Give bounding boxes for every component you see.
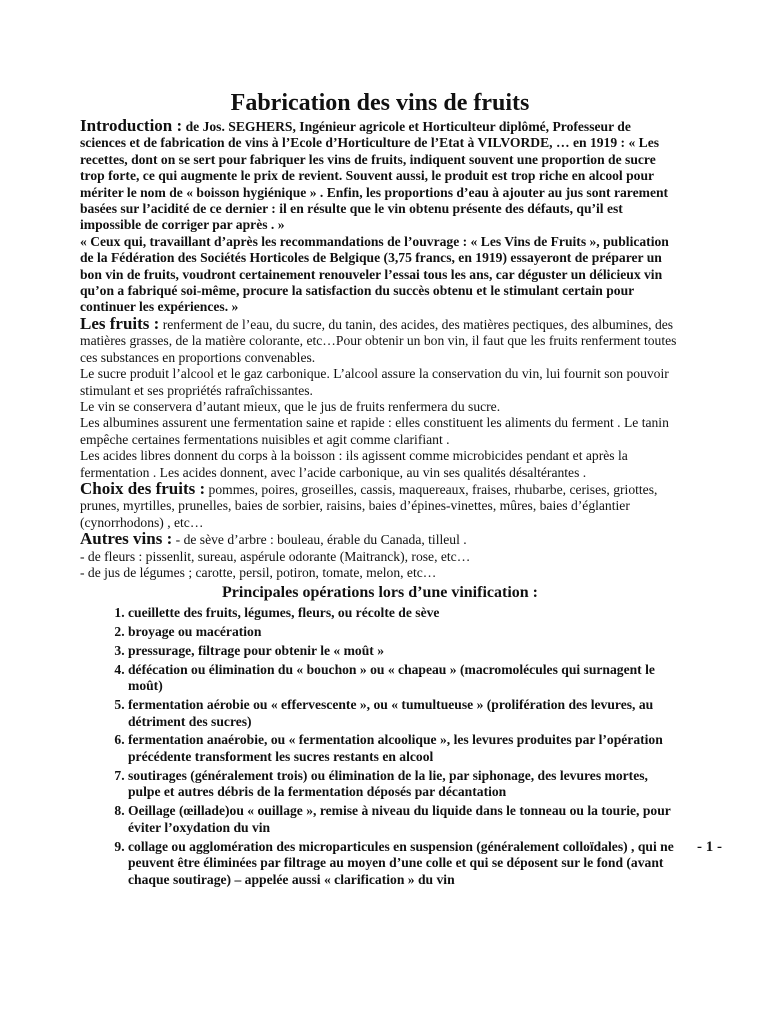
- fruits-sugar-paragraph: Le sucre produit l’alcool et le gaz carbonique. L’alcool assure la conservation du vin, lui fournit son pouvoir stimulant et ses propriétés rafraîchissantes.: [80, 366, 669, 398]
- list-item: 2. broyage ou macération: [128, 624, 680, 641]
- autres-line-1: - de sève d’arbre : bouleau, érable du Canada, tilleul .: [172, 532, 467, 548]
- fruits-text: renferment de l’eau, du sucre, du tanin, des acides, des matières pectiques, des albumines, des matières grasses, de la matière colorante, etc…Pour obtenir un bon vin, il faut que les fruits renferment toutes ces substances en proportions convenables.: [80, 316, 677, 365]
- page-number: - 1 -: [697, 838, 722, 855]
- operations-list: [80, 605, 722, 888]
- fruits-paragraph: [80, 313, 680, 366]
- list-item: 7. soutirages (généralement trois) ou élimination de la lie, par siphonage, des levures mortes, pulpe et autres débris de la fermentation déposés par décantation: [128, 768, 680, 801]
- fruits-heading: Les fruits :: [80, 313, 160, 333]
- fruits-acides-paragraph: Les acides libres donnent du corps à la boisson : ils agissent comme microbicides pendant et après la fermentation . Les acides donnent, avec l’acide carbonique, au vin ses qualités désaltérantes .: [80, 448, 628, 480]
- list-item-text: collage ou agglomération des microparticules en suspension (généralement colloïdales) , qui ne peuvent être éliminées par filtrage au moyen d’une colle et qui se déposent sur le fond (avant chaque soutirage) – appelée aussi « clarification » du vin: [128, 838, 674, 887]
- intro-paragraph: [80, 118, 680, 234]
- operations-heading: Principales opérations lors d’une vinification :: [222, 584, 538, 602]
- list-item: 3. pressurage, filtrage pour obtenir le « moût »: [128, 643, 680, 660]
- autres-heading: Autres vins :: [80, 529, 173, 549]
- list-item: 8. Oeillage (œillade)ou « ouillage », remise à niveau du liquide dans le tonneau ou la tourie, pour éviter l’oxydation du vin: [128, 803, 680, 836]
- intro-text: de Jos. SEGHERS, Ingénieur agricole et Horticulteur diplômé, Professeur de sciences et de fabrication de vins à l’Ecole d’Horticulture de l’Etat à VILVORDE, … en 1919 : « Les recettes, dont on se sert pour fabriquer les vins de fruits, indiquent souvent une proportion de sucre trop forte, ce qui augmente le prix de revient. Souvent aussi, le produit est trop riche en alcool pour mériter le nom de « boisson hygiénique » . Enfin, les proportions d’eau à ajouter au jus sont rarement basées sur l’acidité de ce dernier : il en résulte que le vin obtenu présente des défauts, qu’il est impossible de corriger par après . »: [80, 119, 669, 233]
- list-item: 1. cueillette des fruits, légumes, fleurs, ou récolte de sève: [128, 605, 680, 622]
- list-item: [128, 838, 722, 889]
- autres-line-2: - de fleurs : pissenlit, sureau, aspérule odorante (Maitranck), rose, etc…: [80, 548, 471, 564]
- autres-paragraph: [80, 531, 680, 548]
- list-item: 6. fermentation anaérobie, ou « fermentation alcoolique », les levures produites par l’opération précédente transforment les sucres restants en alcool: [128, 732, 680, 765]
- document-page: [80, 88, 722, 891]
- fruits-albumines-paragraph: Les albumines assurent une fermentation saine et rapide : elles constituent les aliments du ferment . Le tanin empêche certaines fermentations nuisibles et agit comme clarifiant .: [80, 415, 669, 447]
- page-title: Fabrication des vins de fruits: [230, 90, 530, 116]
- choix-paragraph: [80, 478, 680, 531]
- choix-heading: Choix des fruits :: [80, 478, 206, 498]
- list-item: 5. fermentation aérobie ou « effervescente », ou « tumultueuse » (prolifération des levures, au détriment des sucres): [128, 697, 680, 730]
- intro-heading: Introduction :: [80, 116, 183, 135]
- intro-quote-paragraph: « Ceux qui, travaillant d’après les recommandations de l’ouvrage : « Les Vins de Fruits », publication de la Fédération des Sociétés Horticoles de Belgique (3,75 francs, en 1919) essayeront de préparer un bon vin de fruits, voudront certainement renouveler l’essai tous les ans, car déguster un délicieux vin qu’on a fabriqué soi-même, procure la satisfaction du succès obtenu et le stimulant certain pour continuer les expériences. »: [80, 233, 669, 315]
- autres-line-3: - de jus de légumes ; carotte, persil, potiron, tomate, melon, etc…: [80, 564, 437, 580]
- fruits-conservation-paragraph: Le vin se conservera d’autant mieux, que le jus de fruits renfermera du sucre.: [80, 398, 501, 414]
- list-item: 4. défécation ou élimination du « bouchon » ou « chapeau » (macromolécules qui surnagent le moût): [128, 662, 680, 695]
- choix-text: pommes, poires, groseilles, cassis, maquereaux, fraises, rhubarbe, cerises, griottes, prunes, myrtilles, prunelles, baies de sorbier, raisins, baies d’épines-vinettes, mûres, baies d’églantier (cynorrhodons) , etc…: [80, 481, 658, 530]
